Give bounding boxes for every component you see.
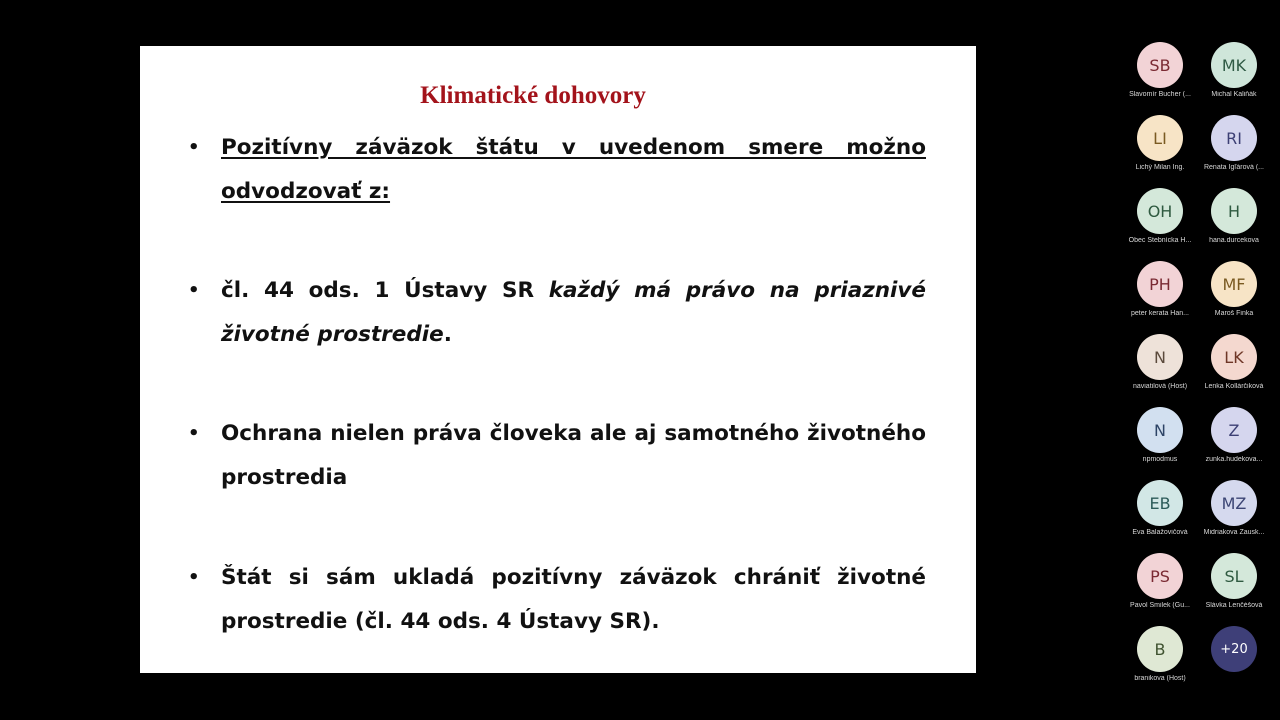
participant-tile[interactable] — [1124, 407, 1196, 475]
presentation-slide — [140, 46, 976, 673]
participants-panel — [1124, 42, 1274, 702]
bullet-2-suffix: . — [443, 322, 452, 347]
participant-tile[interactable] — [1124, 261, 1196, 329]
participant-name: Midriakova Zausk... — [1203, 529, 1265, 536]
participant-name: Michal Kaliňák — [1211, 91, 1257, 98]
participant-name: branikova (Host) — [1134, 675, 1186, 682]
participant-tile[interactable] — [1124, 42, 1196, 110]
participant-name: Lichý Milan Ing. — [1135, 164, 1185, 171]
avatar: H — [1211, 188, 1257, 234]
bullet-4-text: Štát si sám ukladá pozitívny záväzok chrániť životné prostredie (čl. 44 ods. 4 Ústavy SR). — [221, 565, 926, 634]
avatar: PH — [1137, 261, 1183, 307]
bullet-1 — [188, 126, 926, 214]
avatar: EB — [1137, 480, 1183, 526]
participant-name: Eva Balažovičová — [1132, 529, 1188, 536]
participant-tile[interactable] — [1124, 480, 1196, 548]
participant-tile[interactable] — [1198, 188, 1270, 256]
avatar: OH — [1137, 188, 1183, 234]
avatar: SB — [1137, 42, 1183, 88]
avatar: LK — [1211, 334, 1257, 380]
participant-name: Maroš Finka — [1214, 310, 1254, 317]
avatar: SL — [1211, 553, 1257, 599]
participant-name: naviatilová (Host) — [1132, 383, 1188, 390]
bullet-4 — [188, 556, 926, 644]
slide-title: Klimatické dohovory — [420, 82, 646, 109]
bullet-dot-icon: • — [188, 137, 200, 158]
participant-tile[interactable] — [1198, 407, 1270, 475]
more-participants-count: +20 — [1211, 626, 1257, 672]
bullet-1-text: Pozitívny záväzok štátu v uvedenom smere možno odvodzovať z: — [221, 135, 926, 204]
participant-tile[interactable] — [1124, 115, 1196, 183]
participant-name: peter kerata Han... — [1131, 310, 1189, 317]
avatar: LI — [1137, 115, 1183, 161]
avatar: N — [1137, 334, 1183, 380]
participant-name: Pavol Smilek (Gu... — [1130, 602, 1190, 609]
participant-name: Renata Igľárová (... — [1203, 164, 1265, 171]
participant-name: Slavomír Bucher (... — [1129, 91, 1191, 98]
bullet-dot-icon: • — [188, 567, 200, 588]
avatar: Z — [1211, 407, 1257, 453]
bullet-2-text — [221, 269, 926, 357]
participant-tile[interactable] — [1198, 334, 1270, 402]
more-participants-button[interactable] — [1198, 626, 1270, 694]
bullet-2-quote: každý má právo na priaznivé životné prostredie — [221, 278, 926, 347]
avatar: PS — [1137, 553, 1183, 599]
participant-name: Slávka Lenčéšová — [1205, 602, 1263, 609]
participant-tile[interactable] — [1198, 553, 1270, 621]
avatar: RI — [1211, 115, 1257, 161]
participant-name: hana.durcekova — [1209, 237, 1259, 244]
participant-tile[interactable] — [1124, 188, 1196, 256]
participant-name: Lenka Kollárčiková — [1204, 383, 1264, 390]
participant-tile[interactable] — [1198, 480, 1270, 548]
bullet-2-prefix: čl. 44 ods. 1 Ústavy SR — [221, 278, 549, 303]
participant-name: zunka.hudekova... — [1205, 456, 1263, 463]
participant-tile[interactable] — [1124, 626, 1196, 694]
avatar: MF — [1211, 261, 1257, 307]
participant-tile[interactable] — [1198, 115, 1270, 183]
avatar: MZ — [1211, 480, 1257, 526]
participant-tile[interactable] — [1198, 42, 1270, 110]
avatar: N — [1137, 407, 1183, 453]
bullet-dot-icon: • — [188, 423, 200, 444]
bullet-dot-icon: • — [188, 280, 200, 301]
avatar: B — [1137, 626, 1183, 672]
bullet-3-text: Ochrana nielen práva človeka ale aj samotného životného prostredia — [221, 421, 926, 490]
participant-tile[interactable] — [1124, 334, 1196, 402]
avatar: MK — [1211, 42, 1257, 88]
bullet-3 — [188, 412, 926, 500]
participant-name: Obec Štebnícka H... — [1128, 237, 1192, 244]
participant-tile[interactable] — [1124, 553, 1196, 621]
participant-tile[interactable] — [1198, 261, 1270, 329]
participant-name: npmodmus — [1142, 456, 1178, 463]
bullet-2 — [188, 269, 926, 357]
